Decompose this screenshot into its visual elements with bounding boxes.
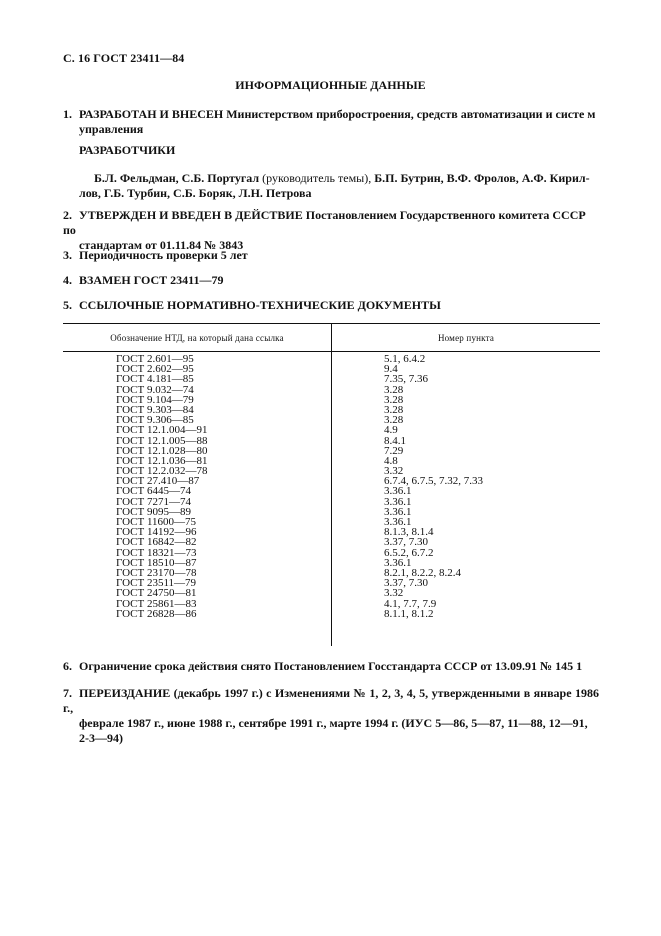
item-developed — [63, 107, 599, 137]
table-cell-designation: ГОСТ 26828—86 — [116, 607, 197, 620]
item-text: ВЗАМЕН ГОСТ 23411—79 — [79, 273, 224, 287]
item-approved — [63, 208, 599, 253]
table-cell-clause: 4.1, 7.7, 7.9 — [384, 597, 437, 610]
developers-names-rest: Б.П. Бутрин, В.Ф. Фролов, А.Ф. Кирил- — [374, 171, 590, 185]
developers-title: РАЗРАБОТЧИКИ — [79, 143, 176, 157]
item-lead: РАЗРАБОТАН И ВНЕСЕН — [79, 107, 224, 121]
table-cell-clause: 3.37, 7.30 — [384, 536, 428, 549]
table-cell-designation: ГОСТ 18510—87 — [116, 556, 197, 569]
item-text: ССЫЛОЧНЫЕ НОРМАТИВНО-ТЕХНИЧЕСКИЕ ДОКУМЕНТЫ — [79, 298, 441, 312]
table-cell-designation: ГОСТ 2.601—95 — [116, 353, 194, 365]
table-cell-clause: 3.36.1 — [384, 505, 412, 518]
table-cell-clause: 3.37, 7.30 — [384, 577, 428, 590]
item-text-cont: феврале 1987 г., июне 1988 г., сентябре 1991 г., марте 1994 г. (ИУС 5—86, 5—87, 11—88, 12—91, — [79, 716, 588, 730]
table-cell-clause: 3.32 — [384, 587, 404, 600]
item-text: УТВЕРЖДЕН И ВВЕДЕН В ДЕЙСТВИЕ Постановлением Государственного комитета СССР по — [63, 208, 586, 237]
developers-names-rest-2: лов, Г.Б. Турбин, С.Б. Боряк, Л.Н. Петрова — [79, 186, 312, 200]
table-cell-designation: ГОСТ 9095—89 — [116, 505, 191, 518]
table-cell-designation: ГОСТ 23170—78 — [116, 566, 197, 579]
table-cell-clause: 7.29 — [384, 444, 404, 457]
table-column-designation — [116, 354, 207, 619]
table-cell-designation: ГОСТ 27.410—87 — [116, 475, 200, 488]
table-cell-clause: 5.1, 6.4.2 — [384, 353, 426, 365]
table-header-clause: Номер пункта — [437, 333, 495, 343]
table-cell-clause: 8.1.3, 8.1.4 — [384, 526, 434, 539]
page-title: ИНФОРМАЦИОННЫЕ ДАННЫЕ — [235, 78, 426, 92]
developers-role: (руководитель темы), — [262, 171, 372, 185]
table-cell-clause: 8.2.1, 8.2.2, 8.2.4 — [384, 566, 461, 579]
references-table — [63, 323, 600, 646]
table-column-divider — [331, 324, 332, 646]
table-cell-designation: ГОСТ 14192—96 — [116, 526, 197, 539]
table-header-designation: Обозначение НТД, на который дана ссылка — [110, 333, 284, 343]
table-cell-clause: 3.28 — [384, 383, 404, 396]
table-cell-clause: 4.8 — [384, 454, 398, 467]
table-cell-designation: ГОСТ 25861—83 — [116, 597, 197, 610]
item-text: ПЕРЕИЗДАНИЕ (декабрь 1997 г.) с Изменениями № 1, 2, 3, 4, 5, утвержденными в январе 1986 г., — [63, 686, 599, 715]
table-cell-designation: ГОСТ 9.303—84 — [116, 403, 194, 416]
item-text-cont: стандартам от 01.11.84 № 3843 — [79, 238, 244, 252]
developers-list — [79, 171, 599, 201]
table-cell-clause: 3.28 — [384, 414, 404, 427]
table-cell-clause: 3.36.1 — [384, 556, 412, 569]
table-cell-clause: 3.36.1 — [384, 485, 412, 498]
table-cell-designation: ГОСТ 12.1.005—88 — [116, 434, 208, 447]
table-cell-clause: 3.32 — [384, 465, 404, 478]
item-number: 5. — [63, 298, 72, 312]
table-cell-designation: ГОСТ 7271—74 — [116, 495, 191, 508]
table-cell-clause: 6.7.4, 6.7.5, 7.32, 7.33 — [384, 475, 483, 488]
table-cell-clause: 8.1.1, 8.1.2 — [384, 607, 434, 620]
page-header: С. 16 ГОСТ 23411—84 — [63, 51, 185, 65]
table-cell-designation: ГОСТ 6445—74 — [116, 485, 191, 498]
item-number: 4. — [63, 273, 72, 287]
table-cell-designation: ГОСТ 4.181—85 — [116, 373, 194, 386]
item-references — [63, 298, 599, 313]
table-cell-designation: ГОСТ 18321—73 — [116, 546, 197, 559]
table-cell-designation: ГОСТ 23511—79 — [116, 577, 197, 590]
item-periodicity — [63, 248, 599, 263]
table-cell-designation: ГОСТ 2.602—95 — [116, 363, 194, 376]
table-cell-clause: 8.4.1 — [384, 434, 406, 447]
table-cell-designation: ГОСТ 12.1.028—80 — [116, 444, 208, 457]
table-cell-designation: ГОСТ 9.032—74 — [116, 383, 194, 396]
item-number: 3. — [63, 248, 72, 262]
table-cell-clause: 4.9 — [384, 424, 398, 437]
table-cell-clause: 3.36.1 — [384, 495, 412, 508]
table-column-clause — [384, 354, 483, 619]
table-cell-clause: 3.28 — [384, 403, 404, 416]
table-cell-designation: ГОСТ 12.2.032—78 — [116, 465, 208, 478]
table-cell-clause: 3.28 — [384, 393, 404, 406]
table-cell-clause: 3.36.1 — [384, 516, 412, 528]
item-text-cont: управления — [79, 122, 144, 136]
item-text: Периодичность проверки 5 лет — [79, 248, 248, 262]
table-cell-designation: ГОСТ 12.1.036—81 — [116, 454, 208, 467]
table-cell-designation: ГОСТ 11600—75 — [116, 516, 197, 528]
item-number: 1. — [63, 107, 72, 121]
item-number: 7. — [63, 686, 72, 700]
item-text-cont: 2-3—94) — [79, 731, 123, 745]
table-cell-clause: 7.35, 7.36 — [384, 373, 428, 386]
item-number: 6. — [63, 659, 72, 673]
table-cell-designation: ГОСТ 9.104—79 — [116, 393, 194, 406]
table-cell-designation: ГОСТ 12.1.004—91 — [116, 424, 208, 437]
table-cell-designation: ГОСТ 16842—82 — [116, 536, 197, 549]
item-replaces — [63, 273, 599, 288]
item-limitation — [63, 659, 599, 674]
item-reissue — [63, 686, 599, 746]
table-cell-clause: 6.5.2, 6.7.2 — [384, 546, 434, 559]
developers-names: Б.Л. Фельдман, С.Б. Португал — [94, 171, 260, 185]
table-cell-clause: 9.4 — [384, 363, 398, 376]
item-text: Министерством приборостроения, средств автоматизации и систе м — [226, 107, 596, 121]
table-cell-designation: ГОСТ 9.306—85 — [116, 414, 194, 427]
table-cell-designation: ГОСТ 24750—81 — [116, 587, 197, 600]
item-text: Ограничение срока действия снято Постановлением Госстандарта СССР от 13.09.91 № 145 1 — [79, 659, 583, 673]
item-number: 2. — [63, 208, 72, 222]
